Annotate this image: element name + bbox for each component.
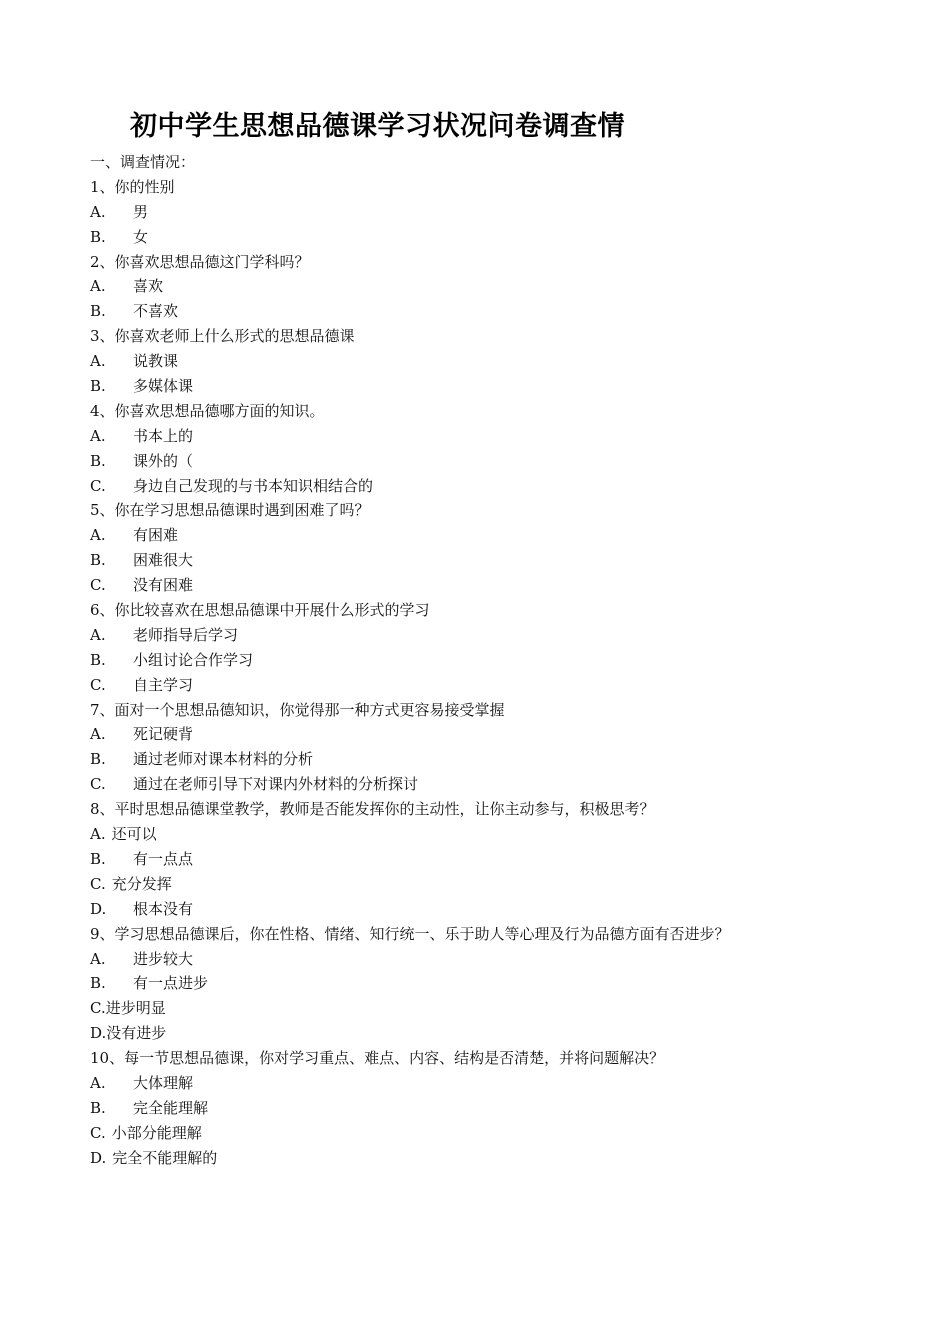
option-line xyxy=(90,673,910,698)
option-letter: B. xyxy=(90,227,106,246)
option-letter: B. xyxy=(90,1098,106,1117)
option-text: 还可以 xyxy=(111,825,157,844)
option-text: 完全不能理解的 xyxy=(112,1148,218,1167)
option-line xyxy=(90,1021,910,1046)
option-letter: D. xyxy=(90,899,107,918)
option-text: 通过在老师引导下对课内外材料的分析探讨 xyxy=(133,775,419,794)
option-line xyxy=(90,947,910,972)
option-text: 小组讨论合作学习 xyxy=(133,650,254,669)
option-line xyxy=(90,449,910,474)
option-line xyxy=(90,996,910,1021)
option-letter: A. xyxy=(90,352,106,371)
option-letter: A. xyxy=(90,526,106,545)
option-letter: A. xyxy=(90,625,106,644)
option-letter: C. xyxy=(90,476,106,495)
question-text: 4、你喜欢思想品德哪方面的知识。 xyxy=(90,401,325,420)
section-heading: 一、调查情况： xyxy=(90,153,196,171)
option-line xyxy=(90,474,910,499)
option-text: 不喜欢 xyxy=(133,302,179,321)
option-letter: C. xyxy=(90,1123,106,1142)
question-text: 2、你喜欢思想品德这门学科吗？ xyxy=(90,252,310,271)
option-letter: A. xyxy=(90,202,106,221)
option-line xyxy=(90,1096,910,1121)
option-letter: B. xyxy=(90,377,106,396)
questionnaire-body xyxy=(90,150,910,1171)
option-line xyxy=(90,847,910,872)
option-line xyxy=(90,822,910,847)
option-text: 课外的（ xyxy=(133,451,194,470)
option-letter: C. xyxy=(90,874,106,893)
question-text: 9、学习思想品德课后，你在性格、情绪、知行统一、乐于助人等心理及行为品德方面有否进步？ xyxy=(90,924,730,943)
option-text: 男 xyxy=(133,202,149,221)
option-text: 多媒体课 xyxy=(133,377,194,396)
option-text: 老师指导后学习 xyxy=(133,625,239,644)
option-text: 女 xyxy=(133,227,149,246)
option-letter: A. xyxy=(90,426,106,445)
option-text: 有一点进步 xyxy=(133,974,209,993)
option-line xyxy=(90,1071,910,1096)
option-letter: B. xyxy=(90,974,106,993)
option-text: 困难很大 xyxy=(133,551,194,570)
option-line xyxy=(90,200,910,225)
question-text: 7、面对一个思想品德知识，你觉得那一种方式更容易接受掌握 xyxy=(90,700,505,719)
option-letter: C. xyxy=(90,775,106,794)
option-text: 没有进步 xyxy=(106,1024,167,1043)
option-text: 大体理解 xyxy=(133,1073,194,1092)
option-letter: A. xyxy=(90,949,106,968)
option-line xyxy=(90,225,910,250)
option-line xyxy=(90,349,910,374)
option-text: 没有困难 xyxy=(133,576,194,595)
option-line xyxy=(90,573,910,598)
option-line xyxy=(90,1146,910,1171)
option-text: 完全能理解 xyxy=(133,1098,209,1117)
question-list xyxy=(90,175,910,1171)
option-line xyxy=(90,623,910,648)
option-text: 根本没有 xyxy=(133,899,194,918)
question-text: 3、你喜欢老师上什么形式的思想品德课 xyxy=(90,327,355,346)
option-letter: A. xyxy=(90,277,106,296)
option-text: 进步明显 xyxy=(105,999,166,1018)
option-letter: B. xyxy=(90,302,106,321)
option-text: 书本上的 xyxy=(133,426,194,445)
option-letter: B. xyxy=(90,750,106,769)
option-letter: B. xyxy=(90,650,106,669)
option-text: 有困难 xyxy=(133,526,179,545)
option-letter: D. xyxy=(90,1148,107,1167)
question-text: 5、你在学习思想品德课时遇到困难了吗？ xyxy=(90,501,370,520)
option-letter: B. xyxy=(90,451,106,470)
option-line xyxy=(90,274,910,299)
option-line xyxy=(90,1121,910,1146)
option-letter: A. xyxy=(90,825,106,844)
option-letter: D. xyxy=(90,1024,107,1043)
option-line xyxy=(90,772,910,797)
question-text: 1、你的性别 xyxy=(90,177,175,196)
option-letter: C. xyxy=(90,576,106,595)
option-text: 小部分能理解 xyxy=(111,1123,202,1142)
option-line xyxy=(90,548,910,573)
option-line xyxy=(90,897,910,922)
option-letter: C. xyxy=(90,999,106,1018)
option-text: 死记硬背 xyxy=(133,725,194,744)
option-letter: A. xyxy=(90,1073,106,1092)
option-line xyxy=(90,424,910,449)
option-text: 有一点点 xyxy=(133,849,194,868)
option-line xyxy=(90,299,910,324)
option-line xyxy=(90,374,910,399)
option-text: 说教课 xyxy=(133,352,179,371)
option-letter: B. xyxy=(90,551,106,570)
option-text: 充分发挥 xyxy=(111,874,172,893)
option-text: 自主学习 xyxy=(133,675,194,694)
option-letter: A. xyxy=(90,725,106,744)
question-text: 8、平时思想品德课堂教学，教师是否能发挥你的主动性，让你主动参与，积极思考？ xyxy=(90,800,655,819)
question-text: 6、你比较喜欢在思想品德课中开展什么形式的学习 xyxy=(90,601,430,620)
document-title: 初中学生思想品德课学习状况问卷调查情 xyxy=(130,111,625,142)
option-text: 喜欢 xyxy=(133,277,164,296)
option-text: 身边自己发现的与书本知识相结合的 xyxy=(133,476,374,495)
option-line xyxy=(90,747,910,772)
option-line xyxy=(90,722,910,747)
option-text: 通过老师对课本材料的分析 xyxy=(133,750,314,769)
question-text: 10、每一节思想品德课，你对学习重点、难点、内容、结构是否清楚，并将问题解决？ xyxy=(90,1049,665,1068)
option-line xyxy=(90,648,910,673)
option-letter: B. xyxy=(90,849,106,868)
option-line xyxy=(90,872,910,897)
option-text: 进步较大 xyxy=(133,949,194,968)
option-letter: C. xyxy=(90,675,106,694)
option-line xyxy=(90,971,910,996)
option-line xyxy=(90,523,910,548)
